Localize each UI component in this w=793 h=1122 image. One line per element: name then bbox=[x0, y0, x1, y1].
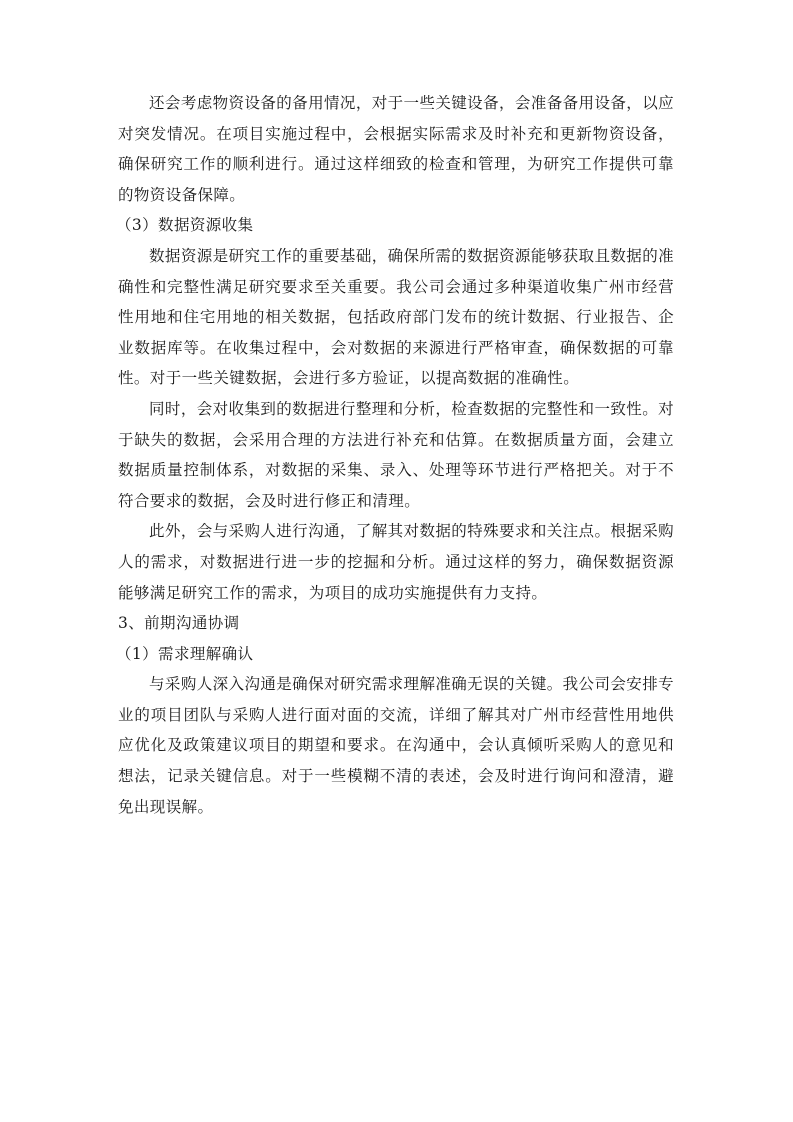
paragraph-equipment-backup: 还会考虑物资设备的备用情况，对于一些关键设备，会准备备用设备，以应对突发情况。在项目实施过程中，会根据实际需求及时补充和更新物资设备，确保研究工作的顺利进行。通过这样细致的检查和管理，为研究工作提供可靠的物资设备保障。 bbox=[118, 94, 674, 204]
subheading-data-collection: （3）数据资源收集 bbox=[116, 216, 254, 235]
heading-preliminary-communication: 3、前期沟通协调 bbox=[118, 614, 240, 633]
paragraph-buyer-communication: 此外，会与采购人进行沟通，了解其对数据的特殊要求和关注点。根据采购人的需求，对数据进行进一步的挖掘和分析。通过这样的努力，确保数据资源能够满足研究工作的需求，为项目的成功实施提供有力支持。 bbox=[118, 522, 674, 602]
document-body bbox=[118, 88, 674, 822]
paragraph-requirement-understanding: 与采购人深入沟通是确保对研究需求理解准确无误的关键。我公司会安排专业的项目团队与采购人进行面对面的交流，详细了解其对广州市经营性用地供应优化及政策建议项目的期望和要求。在沟通中，会认真倾听采购人的意见和想法，记录关键信息。对于一些模糊不清的表述，会及时进行询问和澄清，避免出现误解。 bbox=[118, 675, 674, 816]
paragraph-data-processing: 同时，会对收集到的数据进行整理和分析，检查数据的完整性和一致性。对于缺失的数据，会采用合理的方法进行补充和估算。在数据质量方面，会建立数据质量控制体系，对数据的采集、录入、处理等环节进行严格把关。对于不符合要求的数据，会及时进行修正和清理。 bbox=[118, 399, 674, 510]
subheading-requirement-confirmation: （1）需求理解确认 bbox=[116, 644, 254, 663]
paragraph-data-sources: 数据资源是研究工作的重要基础，确保所需的数据资源能够获取且数据的准确性和完整性满足研究要求至关重要。我公司会通过多种渠道收集广州市经营性用地和住宅用地的相关数据，包括政府部门发布的统计数据、行业报告、企业数据库等。在收集过程中，会对数据的来源进行严格审查，确保数据的可靠性。对于一些关键数据，会进行多方验证，以提高数据的准确性。 bbox=[118, 246, 674, 388]
